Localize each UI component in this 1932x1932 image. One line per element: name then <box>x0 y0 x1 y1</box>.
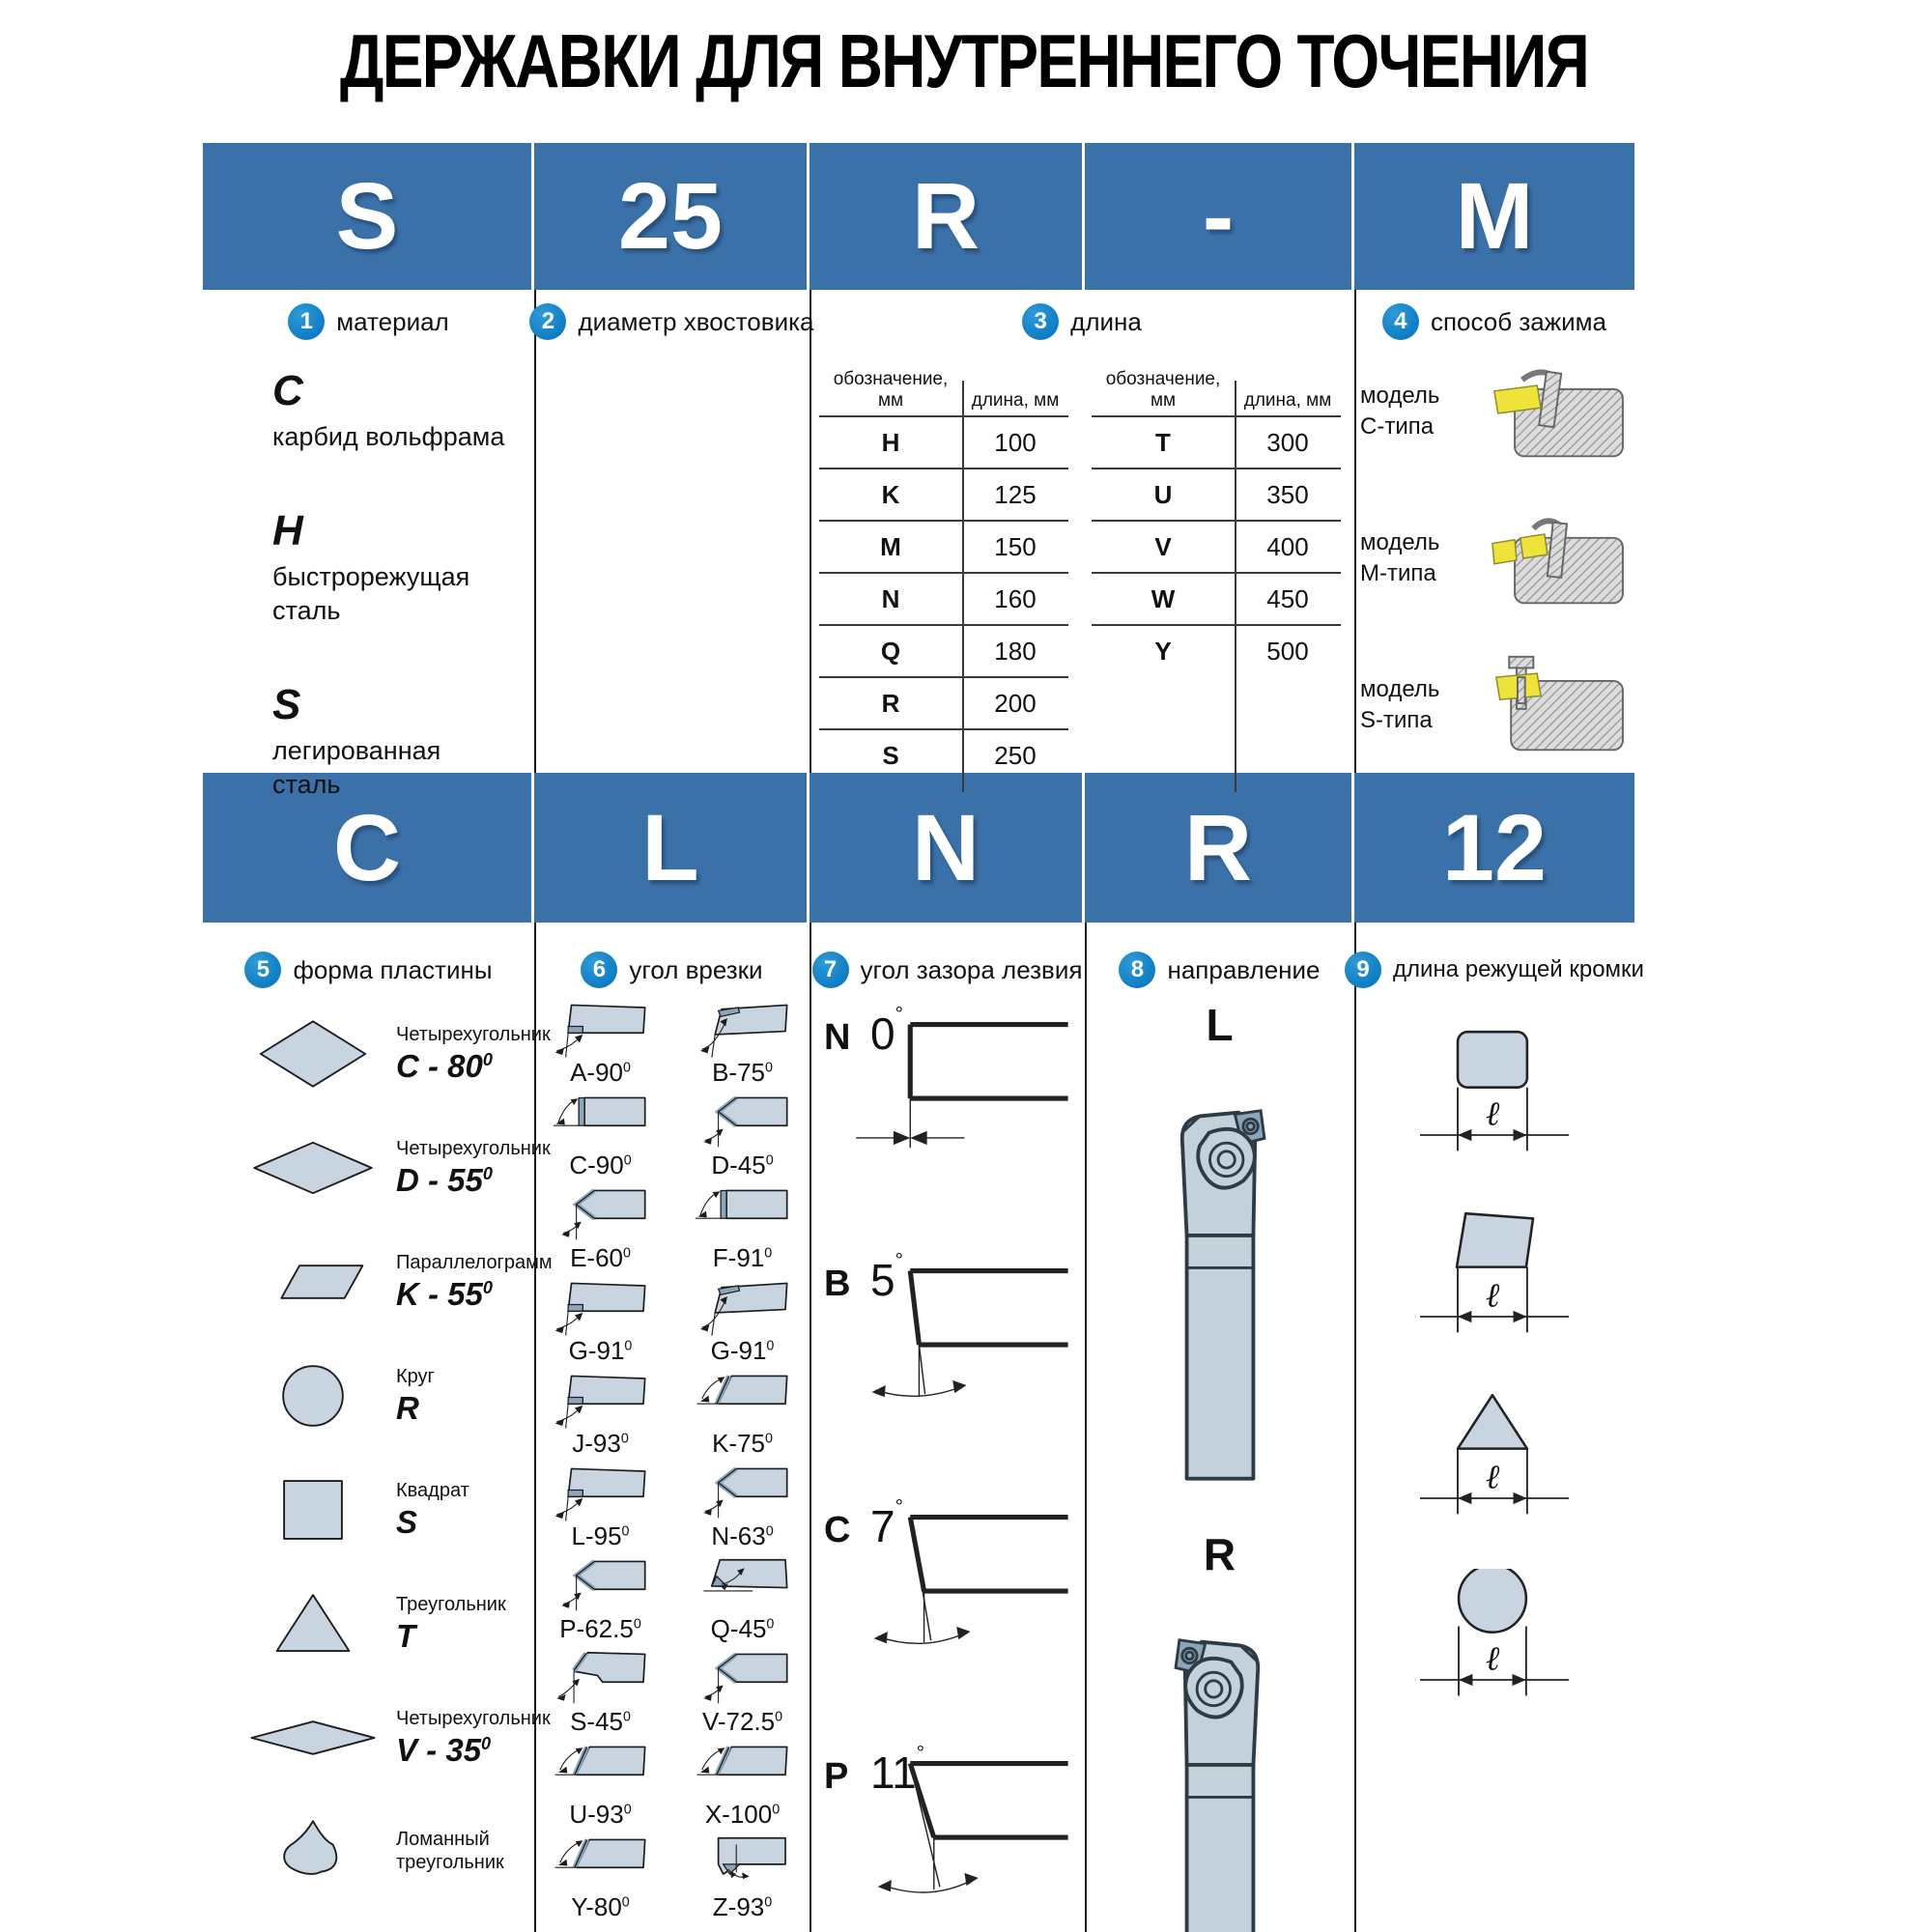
cut-angle-label: $J-93^0$ <box>572 1429 629 1458</box>
insert-shape-name: Четырехугольник <box>396 1024 551 1045</box>
tool-holder-icon <box>1155 1066 1285 1488</box>
clearance-letter: B <box>824 1264 851 1304</box>
insert-shape-item <box>205 1225 553 1339</box>
cut-angle-icon <box>543 1461 659 1524</box>
length-table-right <box>1092 369 1341 781</box>
section-label-length: 3 длина <box>810 301 1354 342</box>
table-row <box>819 676 1068 728</box>
edge-length-icon <box>1400 1387 1589 1536</box>
clearance-blade-icon <box>816 1246 1073 1434</box>
cut-angle-item <box>675 1090 810 1182</box>
clamp-model-word: модель <box>1360 675 1440 702</box>
length-code: M <box>880 531 901 561</box>
cut-angle-icon <box>685 1368 801 1432</box>
clamp-model-item <box>1360 359 1634 464</box>
section-label-edge-length: 9 длина режущей кромки <box>1350 950 1638 990</box>
length-value: 180 <box>994 636 1037 666</box>
length-value: 100 <box>994 427 1037 457</box>
material-desc: легированная сталь <box>272 736 441 800</box>
length-value: 500 <box>1266 636 1309 666</box>
insert-shape-name: Ломанный треугольник <box>396 1829 504 1873</box>
length-table-left <box>819 369 1068 781</box>
cut-angle-icon <box>685 1832 801 1895</box>
code-letter-cell: - <box>1085 143 1354 290</box>
material-item <box>272 367 533 454</box>
clamp-model-type: C-типа <box>1360 413 1435 440</box>
section-clamp <box>1360 359 1634 757</box>
badge-8: 8 <box>1119 952 1155 988</box>
insert-shape-code: S <box>396 1504 418 1540</box>
cut-angle-icon <box>685 1739 801 1803</box>
edge-length-icon <box>1400 1024 1589 1173</box>
insert-shape-item <box>205 1339 533 1453</box>
cut-angle-label: $X-100^0$ <box>704 1800 781 1829</box>
insert-shape-icon <box>238 1240 388 1323</box>
length-code: W <box>1151 583 1176 613</box>
cut-angle-item <box>533 1368 668 1461</box>
insert-shape-item <box>205 1567 533 1681</box>
tool-holder-icon <box>1155 1596 1285 1932</box>
length-value: 400 <box>1266 531 1309 561</box>
section-label-shank: 2 диаметр хвостовика <box>534 301 810 342</box>
code-letter-cell: C <box>203 773 534 923</box>
column-header: обозначение, мм <box>833 369 949 411</box>
insert-shape-item <box>205 1795 533 1909</box>
column-header: длина, мм <box>971 390 1060 411</box>
badge-3: 3 <box>1022 303 1059 340</box>
insert-shape-item <box>205 1681 551 1795</box>
insert-shape-name: Квадрат <box>396 1480 469 1501</box>
table-row <box>819 624 1068 676</box>
insert-shape-item <box>205 997 551 1111</box>
cut-angle-label: $U-93^0$ <box>569 1800 632 1829</box>
cut-angle-item <box>675 1553 810 1646</box>
code-letter-cell: M <box>1354 143 1634 290</box>
insert-shape-code: V - $35^0$ <box>396 1732 492 1768</box>
cut-angle-icon <box>543 1090 659 1153</box>
code-letter-cell: R <box>810 143 1085 290</box>
length-value: 350 <box>1266 479 1309 509</box>
insert-shape-icon <box>238 1468 388 1551</box>
table-row <box>1092 520 1341 572</box>
section-edge-length <box>1354 1024 1634 1750</box>
cut-angle-item <box>675 1739 810 1832</box>
edge-length-item <box>1400 1206 1589 1387</box>
length-code: Q <box>880 636 901 666</box>
cut-angle-label: $E-60^0$ <box>570 1243 631 1272</box>
clamp-model-icon <box>1481 653 1634 757</box>
cut-angle-label: V-72.5$^0$ <box>701 1707 783 1736</box>
cut-angle-label: $G-91^0$ <box>568 1336 633 1365</box>
clearance-blade-icon <box>816 1739 1073 1926</box>
cut-angle-label: $K-75^0$ <box>712 1429 773 1458</box>
cut-angle-item <box>675 1368 810 1461</box>
cut-angle-icon <box>685 1553 801 1617</box>
table-row <box>1092 572 1341 624</box>
edge-length-item <box>1400 1387 1589 1569</box>
clamp-model-type: S-типа <box>1360 707 1433 733</box>
cut-angle-icon <box>685 1275 801 1339</box>
table-row <box>819 468 1068 520</box>
cut-angle-item <box>675 1646 810 1739</box>
cut-angle-icon <box>685 1646 801 1710</box>
badge-1: 1 <box>288 303 325 340</box>
material-item <box>272 507 533 628</box>
insert-shape-name: Треугольник <box>396 1594 506 1615</box>
insert-shape-icon <box>238 1012 388 1095</box>
badge-7: 7 <box>812 952 849 988</box>
cut-angle-label: $F-91^0$ <box>712 1243 773 1272</box>
cut-angle-item <box>675 997 810 1090</box>
cut-angle-label: $C-90^0$ <box>569 1151 632 1179</box>
edge-length-icon <box>1400 1206 1589 1354</box>
cut-angle-item <box>533 1646 668 1739</box>
insert-shape-code: K - $55^0$ <box>396 1276 493 1312</box>
cut-angle-icon <box>543 997 659 1061</box>
length-value: 160 <box>994 583 1037 613</box>
edge-length-item <box>1400 1569 1589 1750</box>
section-label-cut-angle: 6 угол врезки <box>534 950 810 990</box>
length-value: 450 <box>1266 583 1309 613</box>
table-divider <box>1235 381 1236 792</box>
clamp-model-item <box>1360 653 1634 757</box>
clearance-blade-icon <box>816 1492 1073 1680</box>
table-row <box>819 728 1068 781</box>
table-row <box>819 415 1068 468</box>
cut-angle-icon <box>543 1275 659 1339</box>
material-item <box>272 681 533 802</box>
cut-angle-label: $N-63^0$ <box>711 1521 774 1550</box>
clamp-model-word: модель <box>1360 382 1440 409</box>
code-letter-cell: 12 <box>1354 773 1634 923</box>
badge-4: 4 <box>1382 303 1419 340</box>
section-label-clearance: 7 угол зазора лезвия <box>810 950 1085 990</box>
cut-angle-label: $D-45^0$ <box>711 1151 774 1179</box>
section-label-clamp: 4 способ зажима <box>1354 301 1634 342</box>
badge-5: 5 <box>244 952 281 988</box>
length-value: 150 <box>994 531 1037 561</box>
code-letter-cell: N <box>810 773 1085 923</box>
insert-shape-code: C - $80^0$ <box>396 1048 493 1084</box>
cut-angle-label: $B-75^0$ <box>712 1058 773 1087</box>
clamp-model-icon <box>1481 506 1634 611</box>
code-letter-cell: 25 <box>534 143 810 290</box>
insert-shape-code: D - $55^0$ <box>396 1162 493 1198</box>
table-row <box>1092 468 1341 520</box>
cut-angle-icon <box>685 1461 801 1524</box>
insert-shape-icon <box>238 1810 388 1893</box>
edge-length-item <box>1400 1024 1589 1206</box>
cut-angle-icon <box>543 1368 659 1432</box>
length-code: H <box>881 427 900 457</box>
insert-shape-code: R <box>396 1390 419 1426</box>
cut-angle-icon <box>685 1090 801 1153</box>
cut-angle-item <box>675 1461 810 1553</box>
section-label-material: 1 материал <box>203 301 534 342</box>
clearance-letter: P <box>824 1756 849 1797</box>
clearance-item <box>816 1000 1080 1188</box>
length-value: 125 <box>994 479 1037 509</box>
cut-angle-item <box>533 997 668 1090</box>
clamp-model-icon <box>1481 359 1634 464</box>
cut-angle-icon <box>543 1739 659 1803</box>
cut-angle-label: $Z-93^0$ <box>712 1892 773 1921</box>
material-code: C <box>272 367 303 414</box>
cut-angle-icon <box>543 1832 659 1895</box>
insert-shape-name: Четырехугольник <box>396 1708 551 1729</box>
table-row <box>1092 415 1341 468</box>
material-code: H <box>272 507 303 555</box>
length-code: S <box>882 740 899 770</box>
clearance-item <box>816 1246 1080 1435</box>
cut-angle-label: $Y-80^0$ <box>571 1892 630 1921</box>
material-desc: быстрорежущая сталь <box>272 562 470 626</box>
cut-angle-label: $A-90^0$ <box>570 1058 631 1087</box>
section-cut-angle <box>533 997 810 1924</box>
length-code: N <box>881 583 900 613</box>
direction-item <box>1155 995 1285 1488</box>
cut-angle-label: $L-95^0$ <box>571 1521 630 1550</box>
column-header: обозначение, мм <box>1105 369 1221 411</box>
divider <box>810 290 811 773</box>
insert-shape-icon <box>238 1582 388 1665</box>
edge-length-icon <box>1400 1569 1589 1718</box>
section-label-insert-shape: 5 форма пластины <box>203 950 534 990</box>
section-material <box>272 367 533 802</box>
length-value: 250 <box>994 740 1037 770</box>
edge-length-dim-label: ℓ <box>1485 1276 1500 1316</box>
cut-angle-icon <box>685 1182 801 1246</box>
table-row <box>1092 624 1341 676</box>
insert-shape-name: Круг <box>396 1366 435 1387</box>
cut-angle-item <box>533 1182 668 1275</box>
clearance-item <box>816 1739 1080 1927</box>
cut-angle-label: $G-91^0$ <box>710 1336 775 1365</box>
insert-shape-icon <box>238 1696 388 1779</box>
badge-2: 2 <box>529 303 566 340</box>
clearance-degree: 7° <box>870 1494 903 1551</box>
section-clearance <box>816 1000 1080 1932</box>
material-desc: карбид вольфрама <box>272 422 505 451</box>
length-code: Y <box>1154 636 1172 666</box>
cut-angle-item <box>533 1461 668 1553</box>
insert-shape-item <box>205 1453 533 1567</box>
badge-6: 6 <box>581 952 617 988</box>
code-letter-cell: S <box>203 143 534 290</box>
clamp-model-item <box>1360 506 1634 611</box>
badge-9: 9 <box>1345 952 1381 988</box>
length-code: T <box>1155 427 1171 457</box>
insert-shape-name: Четырехугольник <box>396 1138 551 1159</box>
edge-length-dim-label: ℓ <box>1485 1094 1500 1134</box>
clamp-model-word: модель <box>1360 528 1440 555</box>
divider <box>534 290 536 773</box>
code-row-top <box>203 143 1634 290</box>
cut-angle-item <box>533 1739 668 1832</box>
length-value: 300 <box>1266 427 1309 457</box>
length-code: R <box>881 688 900 718</box>
insert-shape-name: Параллелограмм <box>396 1252 553 1273</box>
section-label-direction: 8 направление <box>1085 950 1354 990</box>
insert-shape-icon <box>238 1354 388 1437</box>
table-row <box>819 520 1068 572</box>
divider <box>810 923 811 1932</box>
section-direction <box>1085 995 1354 1932</box>
clearance-degree: 0° <box>870 1002 903 1059</box>
divider <box>1354 290 1356 773</box>
code-letter-cell: R <box>1085 773 1354 923</box>
insert-shape-code: T <box>396 1618 416 1654</box>
cut-angle-label: $Q-45^0$ <box>710 1614 775 1643</box>
clearance-degree: 5° <box>870 1248 903 1305</box>
cut-angle-icon <box>543 1553 659 1617</box>
section-length <box>819 369 1341 781</box>
material-code: S <box>272 681 301 729</box>
cut-angle-label: $S-45^0$ <box>570 1707 631 1736</box>
table-row <box>819 572 1068 624</box>
section-insert-shape <box>205 997 553 1909</box>
edge-length-dim-label: ℓ <box>1485 1639 1500 1679</box>
cut-angle-icon <box>543 1646 659 1710</box>
insert-shape-item <box>205 1111 551 1225</box>
clamp-model-type: M-типа <box>1360 560 1436 586</box>
clearance-item <box>816 1492 1080 1681</box>
code-letter-cell: L <box>534 773 810 923</box>
cut-angle-item <box>675 1182 810 1275</box>
cut-angle-item <box>675 1275 810 1368</box>
cut-angle-item <box>533 1832 668 1924</box>
clearance-blade-icon <box>816 1000 1073 1187</box>
clearance-letter: C <box>824 1510 851 1550</box>
clearance-letter: N <box>824 1017 851 1058</box>
length-code: V <box>1154 531 1172 561</box>
cut-angle-item <box>533 1275 668 1368</box>
table-divider <box>962 381 964 792</box>
length-code: U <box>1153 479 1173 509</box>
insert-shape-icon <box>238 1126 388 1209</box>
cut-angle-item <box>533 1090 668 1182</box>
direction-letter: L <box>1206 1000 1234 1050</box>
length-code: K <box>881 479 900 509</box>
cut-angle-icon <box>543 1182 659 1246</box>
cut-angle-item <box>675 1832 810 1924</box>
page-title: ДЕРЖАВКИ ДЛЯ ВНУТРЕННЕГО ТОЧЕНИЯ <box>339 18 1589 103</box>
column-header: длина, мм <box>1243 390 1332 411</box>
cut-angle-icon <box>685 997 801 1061</box>
edge-length-dim-label: ℓ <box>1485 1458 1500 1497</box>
cut-angle-item <box>533 1553 668 1646</box>
cut-angle-label: P-62.5$^0$ <box>559 1614 641 1643</box>
direction-letter: R <box>1203 1529 1236 1579</box>
direction-item <box>1155 1488 1285 1932</box>
clearance-degree: 11° <box>870 1741 925 1798</box>
length-value: 200 <box>994 688 1037 718</box>
